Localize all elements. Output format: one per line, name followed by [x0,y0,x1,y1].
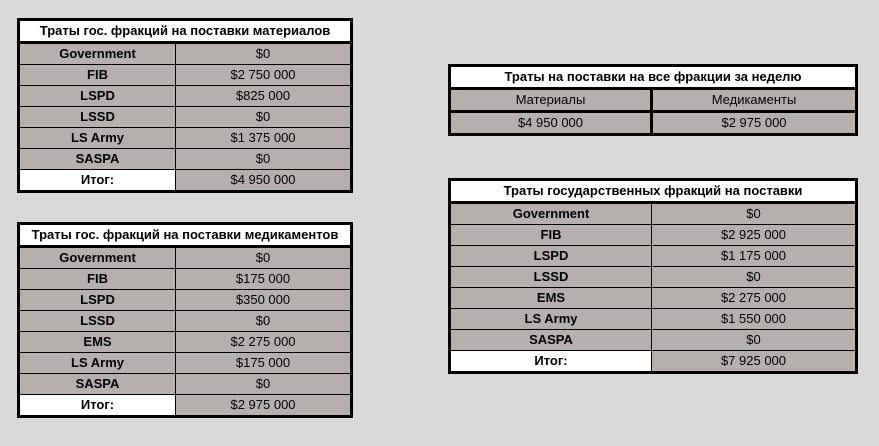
row-label: LSPD [19,290,176,311]
total-label: Итог: [450,351,652,373]
medicines-col-header: Медикаменты [652,89,857,112]
row-value: $0 [652,330,857,351]
total-label: Итог: [19,395,176,417]
row-label: LSPD [19,86,176,107]
row-value: $0 [176,107,352,128]
row-label: FIB [19,269,176,290]
row-label: FIB [19,65,176,86]
row-value: $2 925 000 [652,225,857,246]
row-value: $2 275 000 [652,288,857,309]
state-table-title: Траты государственных фракций на поставки [450,180,857,203]
total-value: $7 925 000 [652,351,857,373]
total-value: $4 950 000 [176,170,352,192]
row-label: LSPD [450,246,652,267]
row-label: Government [19,247,176,269]
row-value: $175 000 [176,269,352,290]
materials-table [17,18,353,193]
row-value: $2 275 000 [176,332,352,353]
weekly-table [448,64,858,136]
materials-col-header: Материалы [450,89,652,112]
row-value: $175 000 [176,353,352,374]
row-label: LSSD [19,311,176,332]
row-value: $0 [176,149,352,170]
row-label: EMS [19,332,176,353]
row-value: $1 375 000 [176,128,352,149]
row-label: EMS [450,288,652,309]
row-value: $1 550 000 [652,309,857,330]
state-table [448,178,858,374]
row-label: SASPA [19,374,176,395]
row-label: LS Army [19,128,176,149]
medicines-table-title: Траты гос. фракций на поставки медикаментов [19,224,352,247]
row-label: Government [450,203,652,225]
row-label: SASPA [19,149,176,170]
materials-col-value: $4 950 000 [450,112,652,135]
row-value: $825 000 [176,86,352,107]
row-value: $1 175 000 [652,246,857,267]
row-value: $0 [176,374,352,395]
row-label: SASPA [450,330,652,351]
row-value: $0 [176,247,352,269]
row-label: LSSD [450,267,652,288]
materials-table-title: Траты гос. фракций на поставки материалов [19,20,352,43]
row-label: LSSD [19,107,176,128]
medicines-col-value: $2 975 000 [652,112,857,135]
row-label: LS Army [450,309,652,330]
row-value: $2 750 000 [176,65,352,86]
row-value: $0 [176,43,352,65]
row-value: $350 000 [176,290,352,311]
total-value: $2 975 000 [176,395,352,417]
weekly-table-title: Траты на поставки на все фракции за неделю [450,66,857,89]
row-label: LS Army [19,353,176,374]
row-value: $0 [652,203,857,225]
row-label: FIB [450,225,652,246]
row-label: Government [19,43,176,65]
medicines-table [17,222,353,418]
row-value: $0 [176,311,352,332]
row-value: $0 [652,267,857,288]
total-label: Итог: [19,170,176,192]
